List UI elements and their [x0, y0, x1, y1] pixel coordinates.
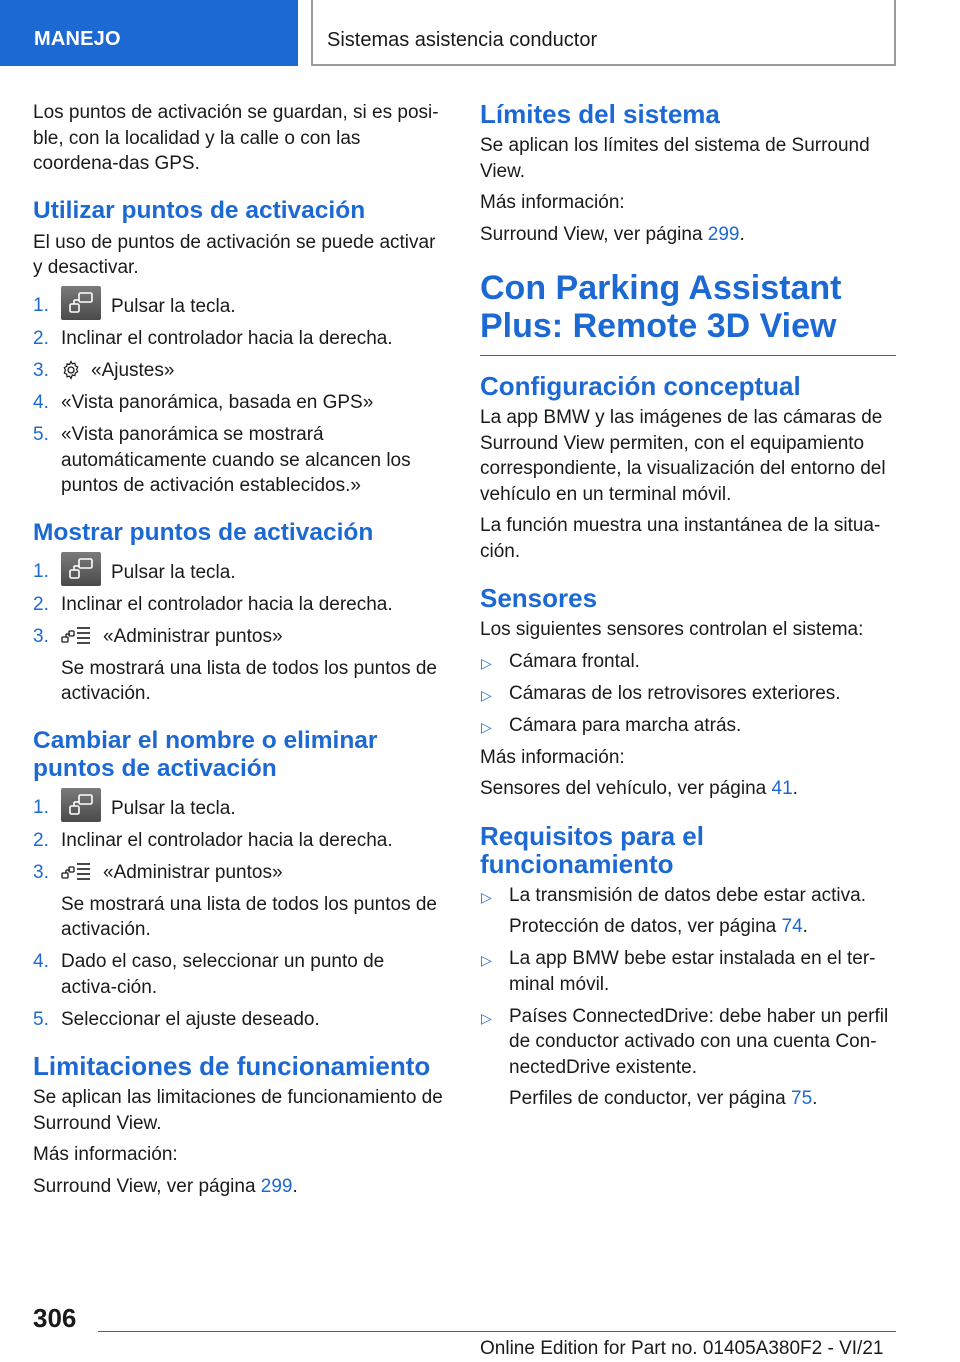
- use-points-text: El uso de puntos de activación se puede activar y desactivar.: [33, 231, 436, 278]
- step-number: 3.: [33, 626, 49, 647]
- page-header: [0, 0, 960, 66]
- page-link[interactable]: 75: [791, 1088, 813, 1109]
- reference-end: .: [802, 916, 808, 937]
- list-item: [480, 681, 896, 707]
- right-column: [480, 100, 896, 1118]
- step-text: «Vista panorámica, basada en GPS»: [61, 392, 374, 413]
- system-limits-heading: Límites del sistema: [480, 99, 720, 129]
- step-text: Pulsar la tecla.: [111, 295, 236, 317]
- step-text: Seleccionar el ajuste deseado.: [61, 1008, 320, 1030]
- step-text: Dado el caso, seleccionar un punto de activa-ción.: [61, 951, 385, 998]
- cross-reference: [480, 222, 896, 248]
- manage-points-icon: [61, 862, 91, 882]
- reference-end: .: [812, 1088, 818, 1109]
- step-number: 2.: [33, 328, 49, 349]
- cross-reference: [509, 914, 896, 940]
- list-item: [33, 949, 445, 1000]
- step-text: Inclinar el controlador hacia la derecha.: [61, 328, 393, 349]
- step-number: 1.: [33, 294, 49, 316]
- step-number: 5.: [33, 1008, 49, 1030]
- section-tab: [0, 0, 298, 66]
- step-number: 3.: [33, 360, 49, 381]
- list-item: [33, 422, 445, 499]
- step-number: 4.: [33, 951, 49, 972]
- gear-icon: [61, 360, 81, 380]
- concept-text-2: La función muestra una instantánea de la situa-ción.: [480, 515, 881, 562]
- list-item: [33, 326, 445, 352]
- limitations-heading: Limitaciones de funcionamiento: [33, 1051, 431, 1081]
- rename-points-heading: Cambiar el nombre o eliminar puntos de activación: [33, 726, 378, 782]
- list-item: [33, 286, 445, 320]
- triangle-bullet-icon: ▷: [481, 1009, 492, 1026]
- use-points-heading: Utilizar puntos de activación: [33, 196, 366, 224]
- show-points-steps: [33, 552, 445, 707]
- section-title: MANEJO: [34, 28, 121, 50]
- parking-assistant-heading: Con Parking Assistant Plus: Remote 3D View: [480, 269, 896, 356]
- cross-reference-text: Sensores del vehículo, ver página: [480, 778, 772, 799]
- page-number: 306: [33, 1303, 77, 1333]
- step-number: 2.: [33, 830, 49, 851]
- system-limits-text: Se aplican los límites del sistema de Surround View.: [480, 135, 870, 182]
- sensors-list: [480, 649, 896, 739]
- footer-divider: [98, 1331, 896, 1332]
- cross-reference: [33, 1174, 445, 1200]
- page-link[interactable]: 74: [781, 916, 803, 937]
- step-text: «Administrar puntos»: [103, 626, 283, 647]
- cross-reference-text: Perfiles de conductor, ver página: [509, 1088, 792, 1109]
- triangle-bullet-icon: ▷: [481, 686, 492, 703]
- camera-view-button-icon: [61, 788, 101, 822]
- page-link[interactable]: 299: [260, 1175, 293, 1197]
- list-item: [480, 649, 896, 675]
- edition-text: Online Edition for Part no. 01405A380F2 - VI/21: [480, 1338, 884, 1359]
- step-note: Se mostrará una lista de todos los puntos de activación.: [61, 893, 438, 940]
- intro-text: Los puntos de activación se guardan, si es posi-ble, con la localidad y la calle o con las coordena-das GPS.: [33, 102, 439, 174]
- reference-end: .: [792, 778, 798, 799]
- step-text: Pulsar la tecla.: [111, 561, 236, 583]
- triangle-bullet-icon: ▷: [481, 654, 492, 671]
- page-link[interactable]: 299: [707, 223, 740, 245]
- step-number: 4.: [33, 392, 49, 413]
- list-item-text: La app BMW bebe estar instalada en el ter-minal móvil.: [509, 948, 876, 995]
- cross-reference-text: Surround View, ver página: [33, 1175, 261, 1197]
- rename-points-steps: [33, 788, 445, 1033]
- cross-reference: [509, 1086, 896, 1112]
- step-number: 2.: [33, 594, 49, 615]
- list-item: [480, 713, 896, 739]
- list-item: [480, 883, 896, 940]
- list-item: [33, 860, 445, 943]
- list-item: [33, 592, 445, 618]
- manage-points-icon: [61, 626, 91, 646]
- concept-heading: Configuración conceptual: [480, 371, 801, 401]
- list-item: [33, 828, 445, 854]
- reference-end: .: [292, 1175, 298, 1197]
- step-number: 1.: [33, 560, 49, 582]
- sensors-heading: Sensores: [480, 583, 598, 613]
- cross-reference-text: Protección de datos, ver página: [509, 916, 782, 937]
- step-text: «Administrar puntos»: [103, 862, 283, 883]
- list-item-text: Cámaras de los retrovisores exteriores.: [509, 682, 841, 704]
- triangle-bullet-icon: ▷: [481, 888, 492, 905]
- more-info-label: Más información:: [480, 192, 625, 213]
- camera-view-button-icon: [61, 286, 101, 320]
- camera-view-button-icon: [61, 552, 101, 586]
- list-item-text: La transmisión de datos debe estar activa.: [509, 884, 866, 906]
- list-item: [33, 552, 445, 586]
- step-number: 5.: [33, 424, 49, 445]
- step-number: 1.: [33, 796, 49, 818]
- list-item: [33, 788, 445, 822]
- list-item: [33, 624, 445, 707]
- step-text: «Vista panorámica se mostrará automáticamente cuando se alcancen los puntos de activación establecidos.»: [61, 424, 411, 496]
- step-note: Se mostrará una lista de todos los puntos de activación.: [61, 657, 438, 704]
- step-text: «Ajustes»: [91, 360, 175, 381]
- step-text: Inclinar el controlador hacia la derecha.: [61, 594, 393, 615]
- cross-reference-text: Surround View, ver página: [480, 223, 708, 245]
- list-item: [33, 1007, 445, 1033]
- requirements-list: [480, 883, 896, 1112]
- triangle-bullet-icon: ▷: [481, 718, 492, 735]
- list-item: [33, 390, 445, 416]
- left-column: [33, 100, 445, 1205]
- cross-reference: [480, 776, 896, 802]
- chapter-title: Sistemas asistencia conductor: [327, 29, 598, 51]
- step-number: 3.: [33, 862, 49, 883]
- step-text: Inclinar el controlador hacia la derecha.: [61, 830, 393, 851]
- reference-end: .: [739, 223, 745, 245]
- list-item-text: Países ConnectedDrive: debe haber un perfil de conductor activado con una cuenta Con-nectedDrive existente.: [509, 1005, 889, 1078]
- more-info-label: Más información:: [33, 1144, 178, 1165]
- page-link[interactable]: 41: [771, 778, 793, 799]
- triangle-bullet-icon: ▷: [481, 952, 492, 968]
- use-points-steps: [33, 286, 445, 499]
- list-item-text: Cámara para marcha atrás.: [509, 714, 742, 736]
- more-info-label: Más información:: [480, 746, 625, 768]
- requirements-heading: Requisitos para el funcionamiento: [480, 820, 704, 879]
- show-points-heading: Mostrar puntos de activación: [33, 518, 374, 546]
- list-item: [33, 358, 445, 384]
- chapter-tab: [311, 0, 896, 66]
- sensors-text: Los siguientes sensores controlan el sistema:: [480, 619, 864, 640]
- list-item: [480, 946, 896, 997]
- list-item: [480, 1004, 896, 1112]
- list-item-text: Cámara frontal.: [509, 650, 640, 672]
- step-text: Pulsar la tecla.: [111, 797, 236, 819]
- limitations-text: Se aplican las limitaciones de funcionamiento de Surround View.: [33, 1087, 443, 1134]
- concept-text: La app BMW y las imágenes de las cámaras de Surround View permiten, con el equipamiento correspondiente, la visualización del entorno del vehículo en un terminal móvil.: [480, 407, 886, 505]
